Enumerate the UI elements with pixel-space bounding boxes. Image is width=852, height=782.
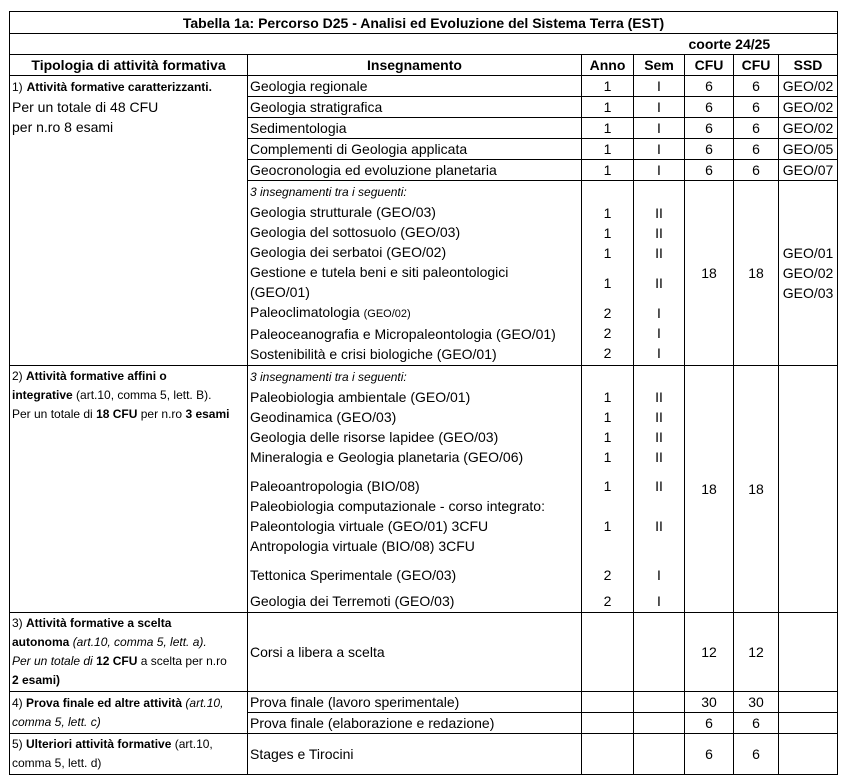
course-name: Geologia regionale	[248, 76, 582, 97]
header-insegnamento: Insegnamento	[248, 55, 582, 76]
section-2-cfu-2: 18	[734, 366, 779, 613]
header-ssd: SSD	[779, 55, 838, 76]
course-name: Sedimentologia	[248, 118, 582, 139]
section-2-choices-sem: II II II II II II I I	[634, 366, 685, 613]
section-2-choices-anno: 1 1 1 1 1 1 2 2	[582, 366, 634, 613]
section-1-choices-anno: 1 1 1 1 2 2 2	[582, 181, 634, 366]
header-tipologia: Tipologia di attività formativa	[10, 55, 248, 76]
section-4-tipologia: 4) Prova finale ed altre attività (art.10, comma 5, lett. c)	[10, 692, 248, 734]
section-2-tipologia: 2) Attività formative affini o integrative (art.10, comma 5, lett. B). Per un totale di 18 CFU per n.ro 3 esami	[10, 366, 248, 613]
section-2-ssd	[779, 366, 838, 613]
section-3-tipologia: 3) Attività formative a scelta autonoma (art.10, comma 5, lett. a). Per un totale di 12 CFU a scelta per n.ro 2 esami)	[10, 613, 248, 692]
header-cfu: CFU	[685, 55, 734, 76]
course-name: Corsi a libera a scelta	[248, 613, 582, 692]
section-1-choices-sem: II II II II I I I	[634, 181, 685, 366]
curriculum-table: Tabella 1a: Percorso D25 - Analisi ed Evoluzione del Sistema Terra (EST) coorte 24/25 Tipologia di attività formativa Insegnamento Anno Sem CFU CFU SSD 1) Attività formative caratterizzanti. Per un totale di 48 CFU per n.ro 8 esami Geologia regionale 1 I 6 6 GEO/02 Geologia stratigrafica 1 I 6 6 GEO/02 Sedimentologia 1 I 6 6 GEO/02 Complementi di Geologia applicata 1 I 6 6 GEO/05 Geocronologia ed evoluzione planetaria 1 I 6 6 GEO/07 3 insegnamenti tra i seguenti: Geologia strutturale (GEO/03) Geologia del sottosuolo (GEO/03) Geologia dei serbatoi (GEO/02) Gestione e tutela beni e siti paleontologici (GEO/01) Paleoclimatologia (GEO/02) Paleoceanografia e Micropaleontologia (GEO/01) Sostenibilità e crisi biologiche (GEO/01) 1 1 1 1 2 2 2 II II II II I I I 18 18 GEO/01 GEO/02 GEO/03 2) Attività formative affini o integrative (art.10, comma 5, lett. B). Per un totale di 18 CFU per n.ro 3 esami 3 insegnamenti tra i seguenti: Paleobiologia ambientale (GEO/01) Geodinamica (GEO/03) Geologia delle risorse lapidee (GEO/03) Mineralogia e Geologia planetaria (GEO/06) Paleoantropologia (BIO/08) Paleobiologia computazionale - corso integrato: Paleontologia virtuale (GEO/01) 3CFU Antropologia virtuale (BIO/08) 3CFU Tettonica Sperimentale (GEO/03) Geologia dei Terremoti (GEO/03) 1 1 1 1 1 1 2 2 II II II II II II I I 18 18 3) Attività formative a scelta autonoma (art.10, comma 5, lett. a). Per un totale di 12 CFU a scelta per n.ro 2 esami) Corsi a libera a scelta 12 12 4) Prova finale ed altre attività (art.10, comma 5, lett. c) Prova finale (lavoro sperimentale) 30 30 Prova finale (elaborazione e redazione) 6 6 5) Ulteriori attività formative (art.10, comma 5, lett. d) Stages e Tirocini 6 6	[9, 11, 838, 775]
section-1-tipologia: 1) Attività formative caratterizzanti. Per un totale di 48 CFU per n.ro 8 esami	[10, 76, 248, 366]
section-1-choices-cfu-2: 18	[734, 181, 779, 366]
table-title: Tabella 1a: Percorso D25 - Analisi ed Evoluzione del Sistema Terra (EST)	[10, 12, 838, 34]
section-1-choices-cfu: 18	[685, 181, 734, 366]
header-cfu-2: CFU	[734, 55, 779, 76]
section-5-tipologia: 5) Ulteriori attività formative (art.10, comma 5, lett. d)	[10, 734, 248, 775]
course-name: Stages e Tirocini	[248, 734, 582, 775]
section-1-choices: 3 insegnamenti tra i seguenti: Geologia strutturale (GEO/03) Geologia del sottosuolo (GEO/03) Geologia dei serbatoi (GEO/02) Gestione e tutela beni e siti paleontologici (GEO/01) Paleoclimatologia (GEO/02) Paleoceanografia e Micropaleontologia (GEO/01) Sostenibilità e crisi biologiche (GEO/01)	[248, 181, 582, 366]
course-name: Geologia stratigrafica	[248, 97, 582, 118]
section-2-cfu: 18	[685, 366, 734, 613]
cohort-label: coorte 24/25	[685, 34, 838, 55]
course-name: Prova finale (elaborazione e redazione)	[248, 713, 582, 734]
course-name: Geocronologia ed evoluzione planetaria	[248, 160, 582, 181]
course-name: Complementi di Geologia applicata	[248, 139, 582, 160]
section-1-choices-ssd: GEO/01 GEO/02 GEO/03	[779, 181, 838, 366]
header-sem: Sem	[634, 55, 685, 76]
course-name: Prova finale (lavoro sperimentale)	[248, 692, 582, 713]
section-2-choices: 3 insegnamenti tra i seguenti: Paleobiologia ambientale (GEO/01) Geodinamica (GEO/03) Geologia delle risorse lapidee (GEO/03) Mineralogia e Geologia planetaria (GEO/06) Paleoantropologia (BIO/08) Paleobiologia computazionale - corso integrato: Paleontologia virtuale (GEO/01) 3CFU Antropologia virtuale (BIO/08) 3CFU Tettonica Sperimentale (GEO/03) Geologia dei Terremoti (GEO/03)	[248, 366, 582, 613]
header-anno: Anno	[582, 55, 634, 76]
